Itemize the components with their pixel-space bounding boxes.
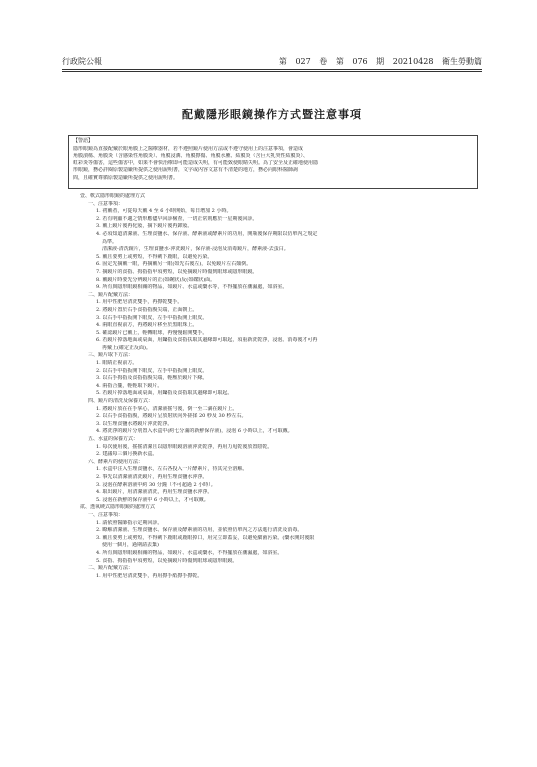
list-item: 4. 將洗淨的鏡片分別置入水盒中(約七分滿的新鮮保存液)，浸泡 6 小時以上，才可取戴。 (96, 428, 293, 435)
list-item: 5. 若鏡片掉落地面或桌面，用鑷指及食指取其邊緣即可取起。 (96, 390, 233, 397)
section-heading: 壹、軟式隱形眼鏡的處理方式 (80, 193, 146, 199)
warning-text (73, 146, 473, 182)
list-item: 再戴上(確定正反面)。 (102, 344, 151, 351)
gazette-header (62, 54, 482, 68)
list-item: 3. 以右手中指扳開下眼皮，左手中指扳開上眼皮。 (96, 314, 208, 321)
warning-line: 角膜潰瘍、角膜炎（含感染性角膜炎）、角膜浸潤、角膜擦傷、角膜水腫、結膜炎（含巨大乳突性結膜炎）、 (73, 152, 309, 159)
subsection-heading: 一、注意事項： (88, 511, 124, 518)
publisher-name: 行政院公報 (62, 57, 102, 66)
list-item: 5. 浸泡在新鮮的保存液中 6 小時以上，才可取戴。 (96, 496, 209, 503)
subsection-heading: 二、鏡片配戴方法： (88, 565, 134, 572)
warning-title: 【警語】 (73, 138, 94, 144)
section-heading: 貳、透氧硬式隱形眼鏡的處理方式 (80, 504, 156, 511)
subsection-heading: 六、酵素片的使用方法： (88, 458, 144, 465)
list-item: 1. 每次使用後，搖搖清潔且以隱形眼鏡溶液沖洗乾淨，再用力甩乾後放置陰乾。 (96, 443, 273, 450)
header-rule-thick (62, 69, 482, 70)
document-body (80, 193, 475, 580)
list-item: 1. 眼睛正視前方。 (96, 360, 138, 367)
list-item: 2. 以右手中指扳開下眼皮，左手中指扳開上眼皮。 (96, 367, 208, 374)
list-item: 2. 以右手食指指腹，將鏡片呈放射狀向外搓揉 20 秒及 30 秒左右。 (96, 413, 247, 420)
warning-line: 形眼鏡，務必詳閱原製造廠所提供之使用說明書，文字或內容文意有不清楚的地方，務必向眼科醫師詢 (73, 167, 299, 174)
list-item: 2. 將鏡片置於右手食指指腹尖端，正面朝上。 (96, 306, 198, 313)
list-item: 9. 所有與隱形眼鏡相關的物品，如鏡片、水盒或藥水等，不得擺放在潮濕處，如浴室。 (96, 284, 288, 291)
list-item: 3. 以生理食鹽水將鏡片沖洗乾淨。 (96, 420, 173, 427)
warning-box (68, 135, 478, 189)
list-item: 6. 固定先摘戴一眼，再摘戴另一眼(如先右後左)，以免鏡片左右顛倒。 (96, 261, 252, 268)
list-item: 3. 戴上鏡片後再化妝，摘下鏡片後再卸妝。 (96, 223, 193, 230)
publish-date: 20210428 (392, 57, 434, 66)
list-item: 1. 將鏡片放在在手掌心，清潔液搖勻後，倒一至二滴在鏡片上。 (96, 405, 238, 412)
list-item: 8. 戴鏡片時要先分辨鏡片的正(如碗狀)反(如碟狀)面。 (96, 276, 216, 283)
document-title: 配戴隱形眼鏡操作方式暨注意事項 (182, 108, 362, 121)
list-item: 為準。 (102, 238, 118, 245)
list-item: 使用一個月，過期請丟棄) (102, 542, 159, 549)
list-item: 4. 所有與隱形眼鏡相關的物品，如鏡片、水盒或藥水，不得擺放在潮濕處，如浴室。 (96, 549, 283, 556)
list-item: 4. 兩眼直視前方，再將鏡片移至於黑眼珠上。 (96, 322, 198, 329)
list-item: 1. 用中性肥皂清洗雙手，再擦乾雙手。 (96, 299, 183, 306)
list-item: 2. 建議每三個月換新水盒。 (96, 451, 158, 458)
header-rule-thin (62, 71, 482, 72)
list-item: 5. 食指、拇指指甲須剪短，以免摘鏡片時傷到眼球或隱形眼鏡。 (96, 557, 238, 564)
list-item: 1. 請依照醫師指示定期回診。 (96, 519, 163, 526)
volume-number: 第 027 卷 (278, 57, 328, 66)
list-item: 3. 浸泡在酵素溶液中約 30 分鐘（不可超過 2 小時）。 (96, 481, 216, 488)
list-item: 4. 取出鏡片，用清潔液清洗，再用生理食鹽水沖淨。 (96, 489, 213, 496)
list-item: 1. 水盒中注入生理食鹽水，左右各投入一片酵素片，待其完全溶解。 (96, 466, 248, 473)
issue-info (279, 56, 482, 67)
list-item: 1. 初戴者，可從每天戴 4 至 6 小時開始，每日增加 2 小時。 (96, 208, 232, 215)
list-item: 6. 若鏡片掉落地面或桌面，用鑷指及食指扶取其邊緣即可取起，須重新洗乾淨，浸泡、消毒後才可再 (96, 337, 318, 344)
list-item: 5. 確認鏡片已戴上，輕轉眼球，再慢慢鬆開雙手。 (96, 329, 208, 336)
subsection-heading: 四、鏡片的清洗及保養方式： (88, 398, 154, 405)
list-item: 4. 必須知道清潔液、生理食鹽水、保存液、酵素液或酵素片的功用，開瓶後保存期限以仿單內之規定 (96, 230, 318, 237)
subsection-heading: 三、鏡片取下方法： (88, 352, 134, 359)
warning-line: 隱形眼鏡為直接配戴於眼角膜上之醫療器材，若不遵照鏡片使用方法或不遵守使用上的注意事項，會造成 (73, 145, 304, 152)
list-item: 2. 瞭解清潔液、生理食鹽水、保存液及酵素液的功用，並依照仿單內之方法進行清洗及消毒。 (96, 527, 303, 534)
list-item: 5. 戴且要剪上或剪短，不得刺下鹿眼，以避免污染。 (96, 253, 213, 260)
list-item: 7. 摘鏡片的食指、拇指指甲須剪短，以免摘鏡片時傷到眼球或隱形眼鏡。 (96, 268, 258, 275)
list-item: 清潔液-清洗鏡片，生理食鹽水-沖洗鏡片，保存液-浸泡及消毒鏡片，酵素液-去蛋白。 (102, 246, 289, 253)
list-item: 2. 若有明顯不適之情形應儘早回診檢查，一切正常則應於一星期後回診。 (96, 215, 258, 222)
list-item: 4. 兩指合攏，輕輕取下鏡片。 (96, 382, 163, 389)
list-item: 1. 用中性肥皂清洗雙手，再用擦手紙擦手擦乾。 (96, 572, 203, 579)
list-item: 3. 戴且要剪上或剪短，不得刺下鹿眼或鹿眼掉口，用完立即蓋妥，以避免細菌污染。(藥水開封後限 (96, 534, 315, 541)
subsection-heading: 五、水盒的保養方式： (88, 436, 139, 442)
list-item: 2. 事先以清潔液清洗鏡片，再用生理食鹽水沖淨。 (96, 473, 208, 480)
section-name: 衛生勞動篇 (442, 57, 482, 66)
issue-number: 第 076 期 (335, 57, 385, 66)
warning-line: 問，且確實尊循原製造廠所提供之使用說明書。 (73, 174, 179, 181)
subsection-heading: 二、鏡片配戴方法： (88, 291, 134, 298)
warning-line: 虹彩炎等傷害，這些傷害中，如果不會快治療即可能造成失明，有可能致使眼睛失明。為了安全及正確地使用隱 (73, 160, 319, 167)
subsection-heading: 一、注意事項： (88, 200, 124, 207)
list-item: 3. 以右手拇指及食指指腹尖端，輕壓於鏡片下緣。 (96, 375, 208, 382)
